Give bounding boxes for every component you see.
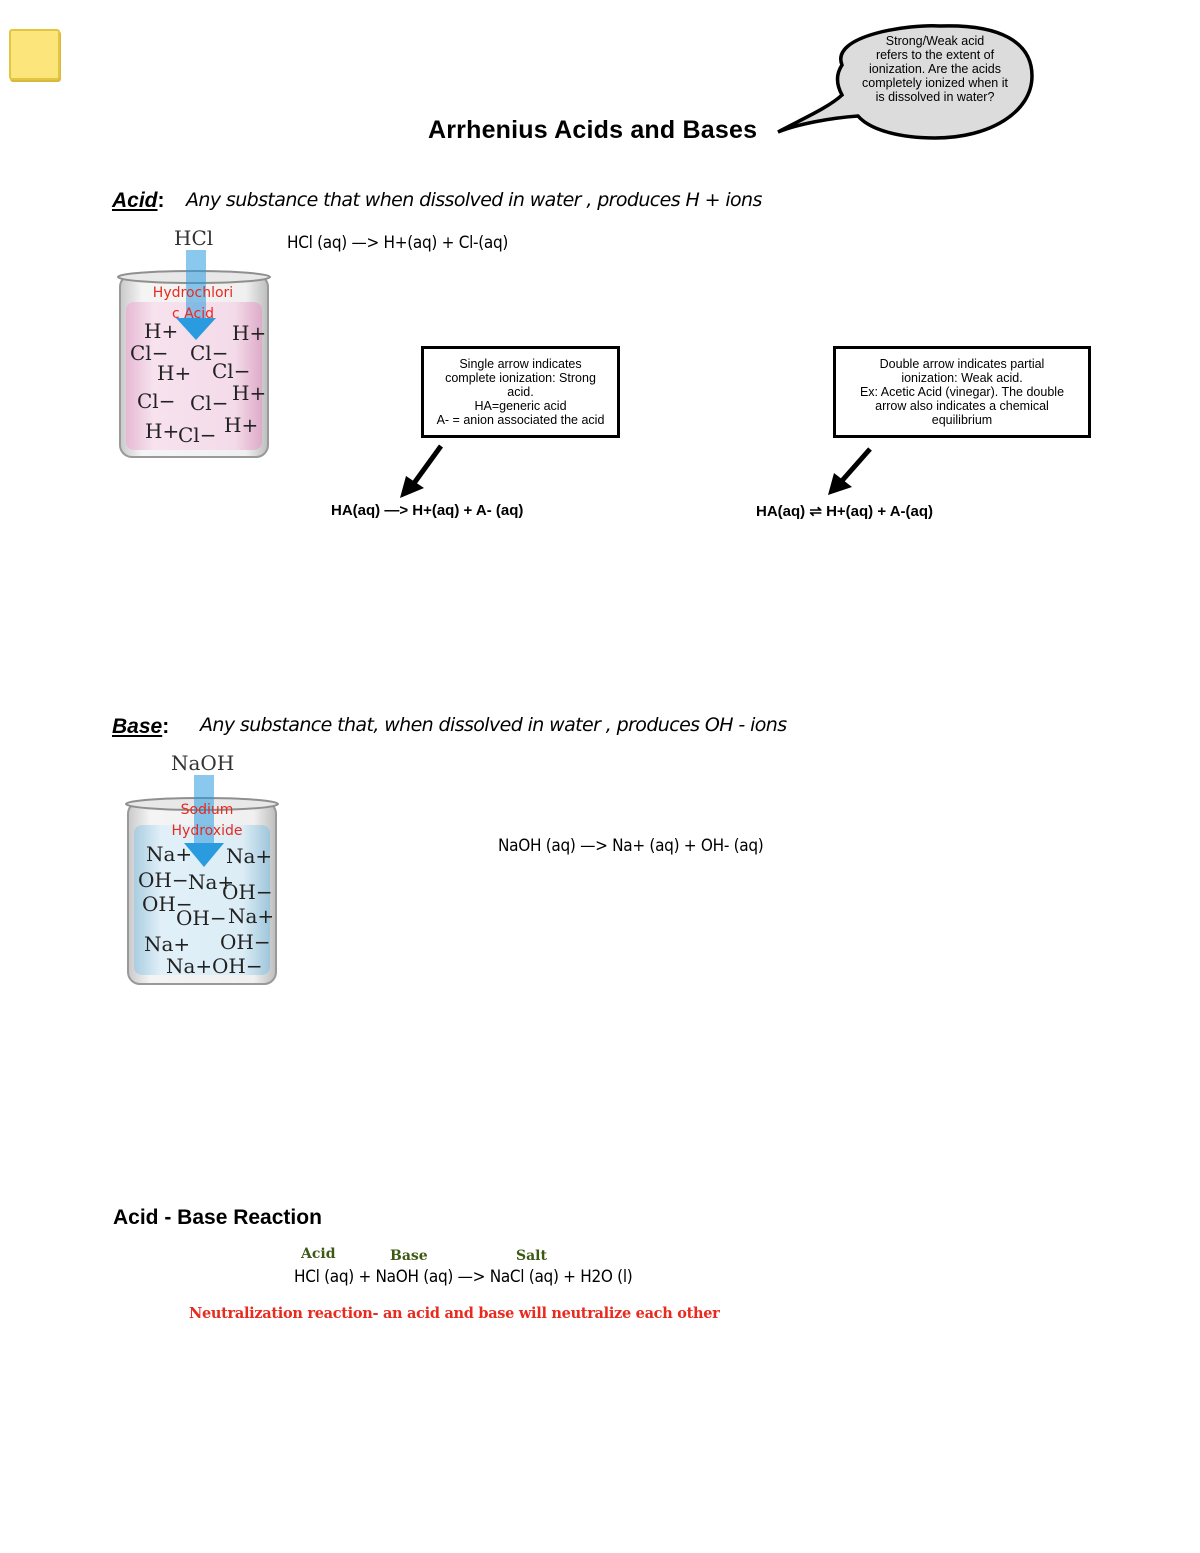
ion-label: Na+ <box>144 932 191 956</box>
acid-name-label <box>150 283 236 325</box>
reaction-heading: Acid - Base Reaction <box>113 1206 322 1229</box>
ion-label: Na+ <box>226 844 273 868</box>
ion-label: H+ <box>224 413 259 437</box>
ion-label: OH− <box>176 906 227 930</box>
role-salt-label: Salt <box>516 1248 547 1264</box>
strong-pointer-arrow-icon <box>396 440 452 502</box>
ion-label: Cl− <box>190 341 229 365</box>
ion-label: OH− <box>142 892 193 916</box>
box-line: A- = anion associated the acid <box>436 413 605 427</box>
box-line: ionization: Weak acid. <box>901 371 1023 385</box>
ion-label: Na+ <box>146 842 193 866</box>
neutralization-equation: HCl (aq) + NaOH (aq) —> NaCl (aq) + H2O (l) <box>294 1267 633 1287</box>
ion-label: H+ <box>232 321 267 345</box>
ion-label: Cl− <box>212 359 251 383</box>
bubble-line: is dissolved in water? <box>875 90 995 104</box>
ion-label: H+ <box>157 361 192 385</box>
acid-name-line: Hydrochlori <box>152 285 234 301</box>
base-term: Base <box>112 715 163 738</box>
box-line: equilibrium <box>931 413 993 427</box>
box-line: arrow also indicates a chemical <box>875 399 1049 413</box>
base-name-label <box>162 800 252 842</box>
naoh-ionization-equation: NaOH (aq) —> Na+ (aq) + OH- (aq) <box>498 836 764 856</box>
ion-label: Na+ <box>166 954 213 978</box>
bubble-line: Strong/Weak acid <box>885 34 985 48</box>
ion-label: OH− <box>138 868 189 892</box>
ion-label: H+ <box>144 319 179 343</box>
ion-label: Na+ <box>188 870 235 894</box>
sticky-note-icon[interactable] <box>9 29 60 80</box>
weak-acid-note-box <box>833 346 1091 438</box>
speech-bubble-text <box>842 34 1028 104</box>
bubble-line: ionization. Are the acids <box>868 62 1002 76</box>
acid-definition: Any substance that when dissolved in water , produces H + ions <box>186 189 762 211</box>
ion-label: Cl− <box>130 341 169 365</box>
ion-label: OH− <box>220 930 271 954</box>
base-name-line: Sodium <box>180 802 234 818</box>
ion-label: H+ <box>232 381 267 405</box>
ion-label: Cl− <box>137 389 176 413</box>
neutralization-note: Neutralization reaction- an acid and base will neutralize each other <box>189 1305 720 1322</box>
page-title: Arrhenius Acids and Bases <box>428 116 758 144</box>
box-line: Single arrow indicates <box>459 357 582 371</box>
strong-acid-note-box <box>421 346 620 438</box>
acid-colon: : <box>157 189 165 212</box>
ion-label: OH− <box>222 880 273 904</box>
hcl-beaker-label: HCl <box>174 226 214 250</box>
base-name-line: Hydroxide <box>171 823 243 839</box>
ion-label: OH− <box>212 954 263 978</box>
acid-term: Acid <box>112 189 158 212</box>
acid-name-line: c Acid <box>172 306 214 322</box>
weak-pointer-arrow-icon <box>822 443 878 501</box>
weak-acid-equation: HA(aq) ⇌ H+(aq) + A-(aq) <box>756 503 934 520</box>
base-heading <box>112 714 169 739</box>
naoh-beaker-label: NaOH <box>171 751 235 775</box>
strong-acid-equation: HA(aq) —> H+(aq) + A- (aq) <box>331 502 524 519</box>
acid-heading <box>112 188 165 213</box>
ion-label: Cl− <box>178 423 217 447</box>
hcl-ionization-equation: HCl (aq) —> H+(aq) + Cl-(aq) <box>287 233 509 253</box>
box-line: Double arrow indicates partial <box>879 357 1045 371</box>
box-line: HA=generic acid <box>474 399 567 413</box>
box-line: Ex: Acetic Acid (vinegar). The double <box>859 385 1065 399</box>
bubble-line: refers to the extent of <box>875 48 995 62</box>
role-base-label: Base <box>390 1248 428 1264</box>
role-acid-label: Acid <box>301 1246 336 1262</box>
box-line: acid. <box>507 385 534 399</box>
box-line: complete ionization: Strong <box>445 371 596 385</box>
ion-label: Cl− <box>190 391 229 415</box>
ion-label: H+ <box>145 419 180 443</box>
base-definition: Any substance that, when dissolved in water , produces OH - ions <box>200 714 787 736</box>
ion-label: Na+ <box>228 904 275 928</box>
base-colon: : <box>162 715 170 738</box>
bubble-line: completely ionized when it <box>862 76 1008 90</box>
